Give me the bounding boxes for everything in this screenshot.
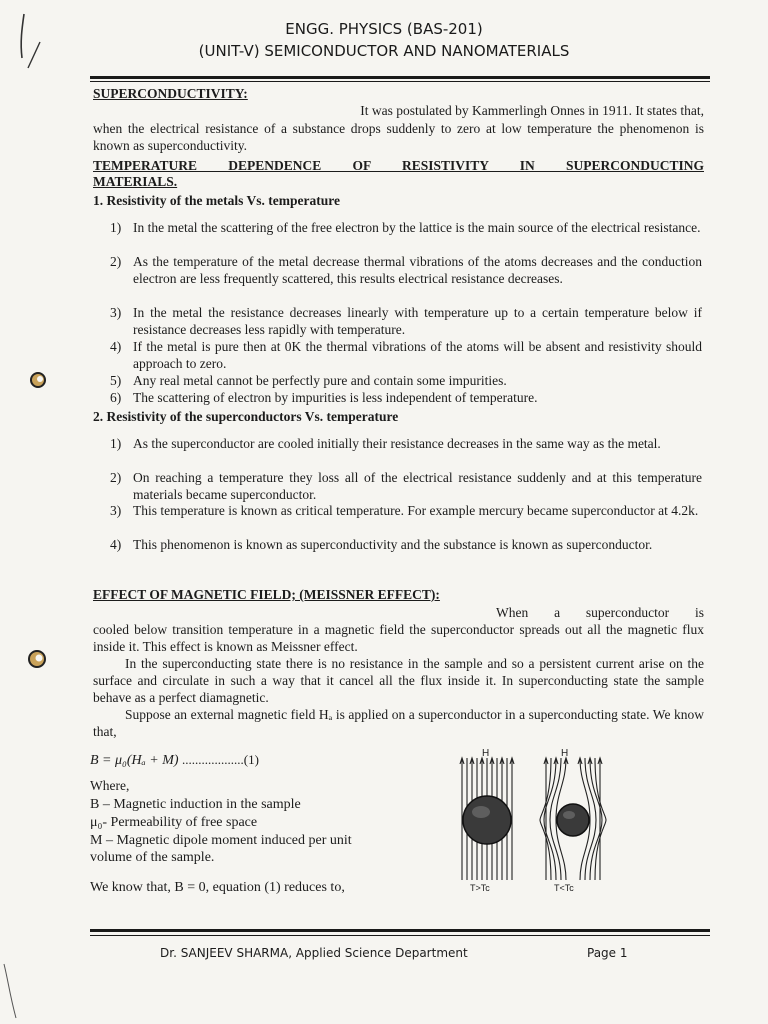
list-item: 1) In the metal the scattering of the free electron by the lattice is the main source of the electrical resistance. [110,220,701,235]
footer-rule [90,929,710,932]
subheading-superconductors: 2. Resistivity of the superconductors Vs. temperature [93,409,399,424]
meissner-effect-figure [448,744,618,894]
meissner-paragraph-1: cooled below transition temperature in a magnetic field the superconductor spreads out all the magnetic flux inside it. This effect is known as Meissner effect. [93,622,704,654]
unit-title: (UNIT-V) SEMICONDUCTOR AND NANOMATERIALS [198,42,570,60]
section-heading-meissner: EFFECT OF MAGNETIC FIELD; (MEISSNER EFFECT): [93,587,440,602]
where-label: Where, [90,778,130,793]
list-item: 3) In the metal the resistance decreases linearly with temperature up to a certain temperature below if resistance decreases less rapidly with temperature. [110,305,702,337]
field-label-left: H [482,748,490,759]
footer-author: Dr. SANJEEV SHARMA, Applied Science Department [160,946,468,960]
meissner-first-line: When a superconductor is [496,605,704,620]
section-heading-temp-dependence: TEMPERATURE DEPENDENCE OF RESISTIVITY IN SUPERCONDUCTING MATERIALS. [93,158,704,189]
subheading-metals: 1. Resistivity of the metals Vs. temperature [93,193,340,208]
section-heading-superconductivity: SUPERCONDUCTIVITY: [93,86,248,101]
list-item: 2) On reaching a temperature they loss all of the electrical resistance suddenly and at this temperature materials became superconductor. [110,470,702,502]
punch-hole-mark [26,648,48,670]
list-item: 4) This phenomenon is known as superconductivity and the substance is known as superconductor. [110,537,653,552]
meissner-paragraph-3: Suppose an external magnetic field Hₐ is applied on a superconductor in a superconducting state. We know that, [93,707,704,739]
definition-b: B – Magnetic induction in the sample [90,797,301,812]
superconductivity-text: when the electrical resistance of a substance drops suddenly to zero at low temperature the phenomenon is known as superconductivity. [93,121,704,153]
list-item: 4) If the metal is pure then at 0K the thermal vibrations of the atoms will be absent and resistivity should approach to zero. [110,339,702,371]
sample-sphere-superconducting [557,804,589,836]
page-number: Page 1 [587,946,628,960]
list-item: 6) The scattering of electron by impurities is less independent of temperature. [110,390,538,405]
list-item: 2) As the temperature of the metal decrease thermal vibrations of the atoms decreases and the conduction electron are less frequently scattered, this results electrical resistance decreases. [110,254,702,286]
header-rule-thin [90,81,710,82]
list-item: 5) Any real metal cannot be perfectly pure and contain some impurities. [110,373,507,388]
pen-mark-decoration [0,960,30,1020]
field-label-right: H [561,748,569,759]
definition-m: M – Magnetic dipole moment induced per unit volume of the sample. [90,833,352,865]
list-item: 3) This temperature is known as critical temperature. For example mercury became superconductor at 4.2k. [110,503,699,518]
superconductivity-first-line: It was postulated by Kammerlingh Onnes in 1911. It states that, [360,103,704,118]
equation-number: ...................(1) [182,752,259,767]
meissner-paragraph-2: In the superconducting state there is no resistance in the sample and so a persistent current arise on the surface and circulate in such a way that it cancel all the flux inside it. In superconducting state the sample behave as a perfect diamagnetic. [93,656,704,705]
definition-mu0: μ₀- Permeability of free space [90,815,258,830]
footer-rule-thin [90,935,710,936]
punch-hole-mark [28,370,48,390]
equation-formula: B = μ₀(Hₐ + M) [90,753,179,768]
list-item: 1) As the superconductor are cooled initially their resistance decreases in the same way as the metal. [110,436,661,451]
equation-conclusion: We know that, B = 0, equation (1) reduces to, [90,880,345,895]
sample-sphere-normal [463,796,511,844]
caption-normal-state: T>Tc [470,883,490,893]
course-title: ENGG. PHYSICS (BAS-201) [285,20,483,38]
caption-superconducting-state: T<Tc [554,883,574,893]
equation-1 [90,752,259,769]
header-rule [90,76,710,79]
